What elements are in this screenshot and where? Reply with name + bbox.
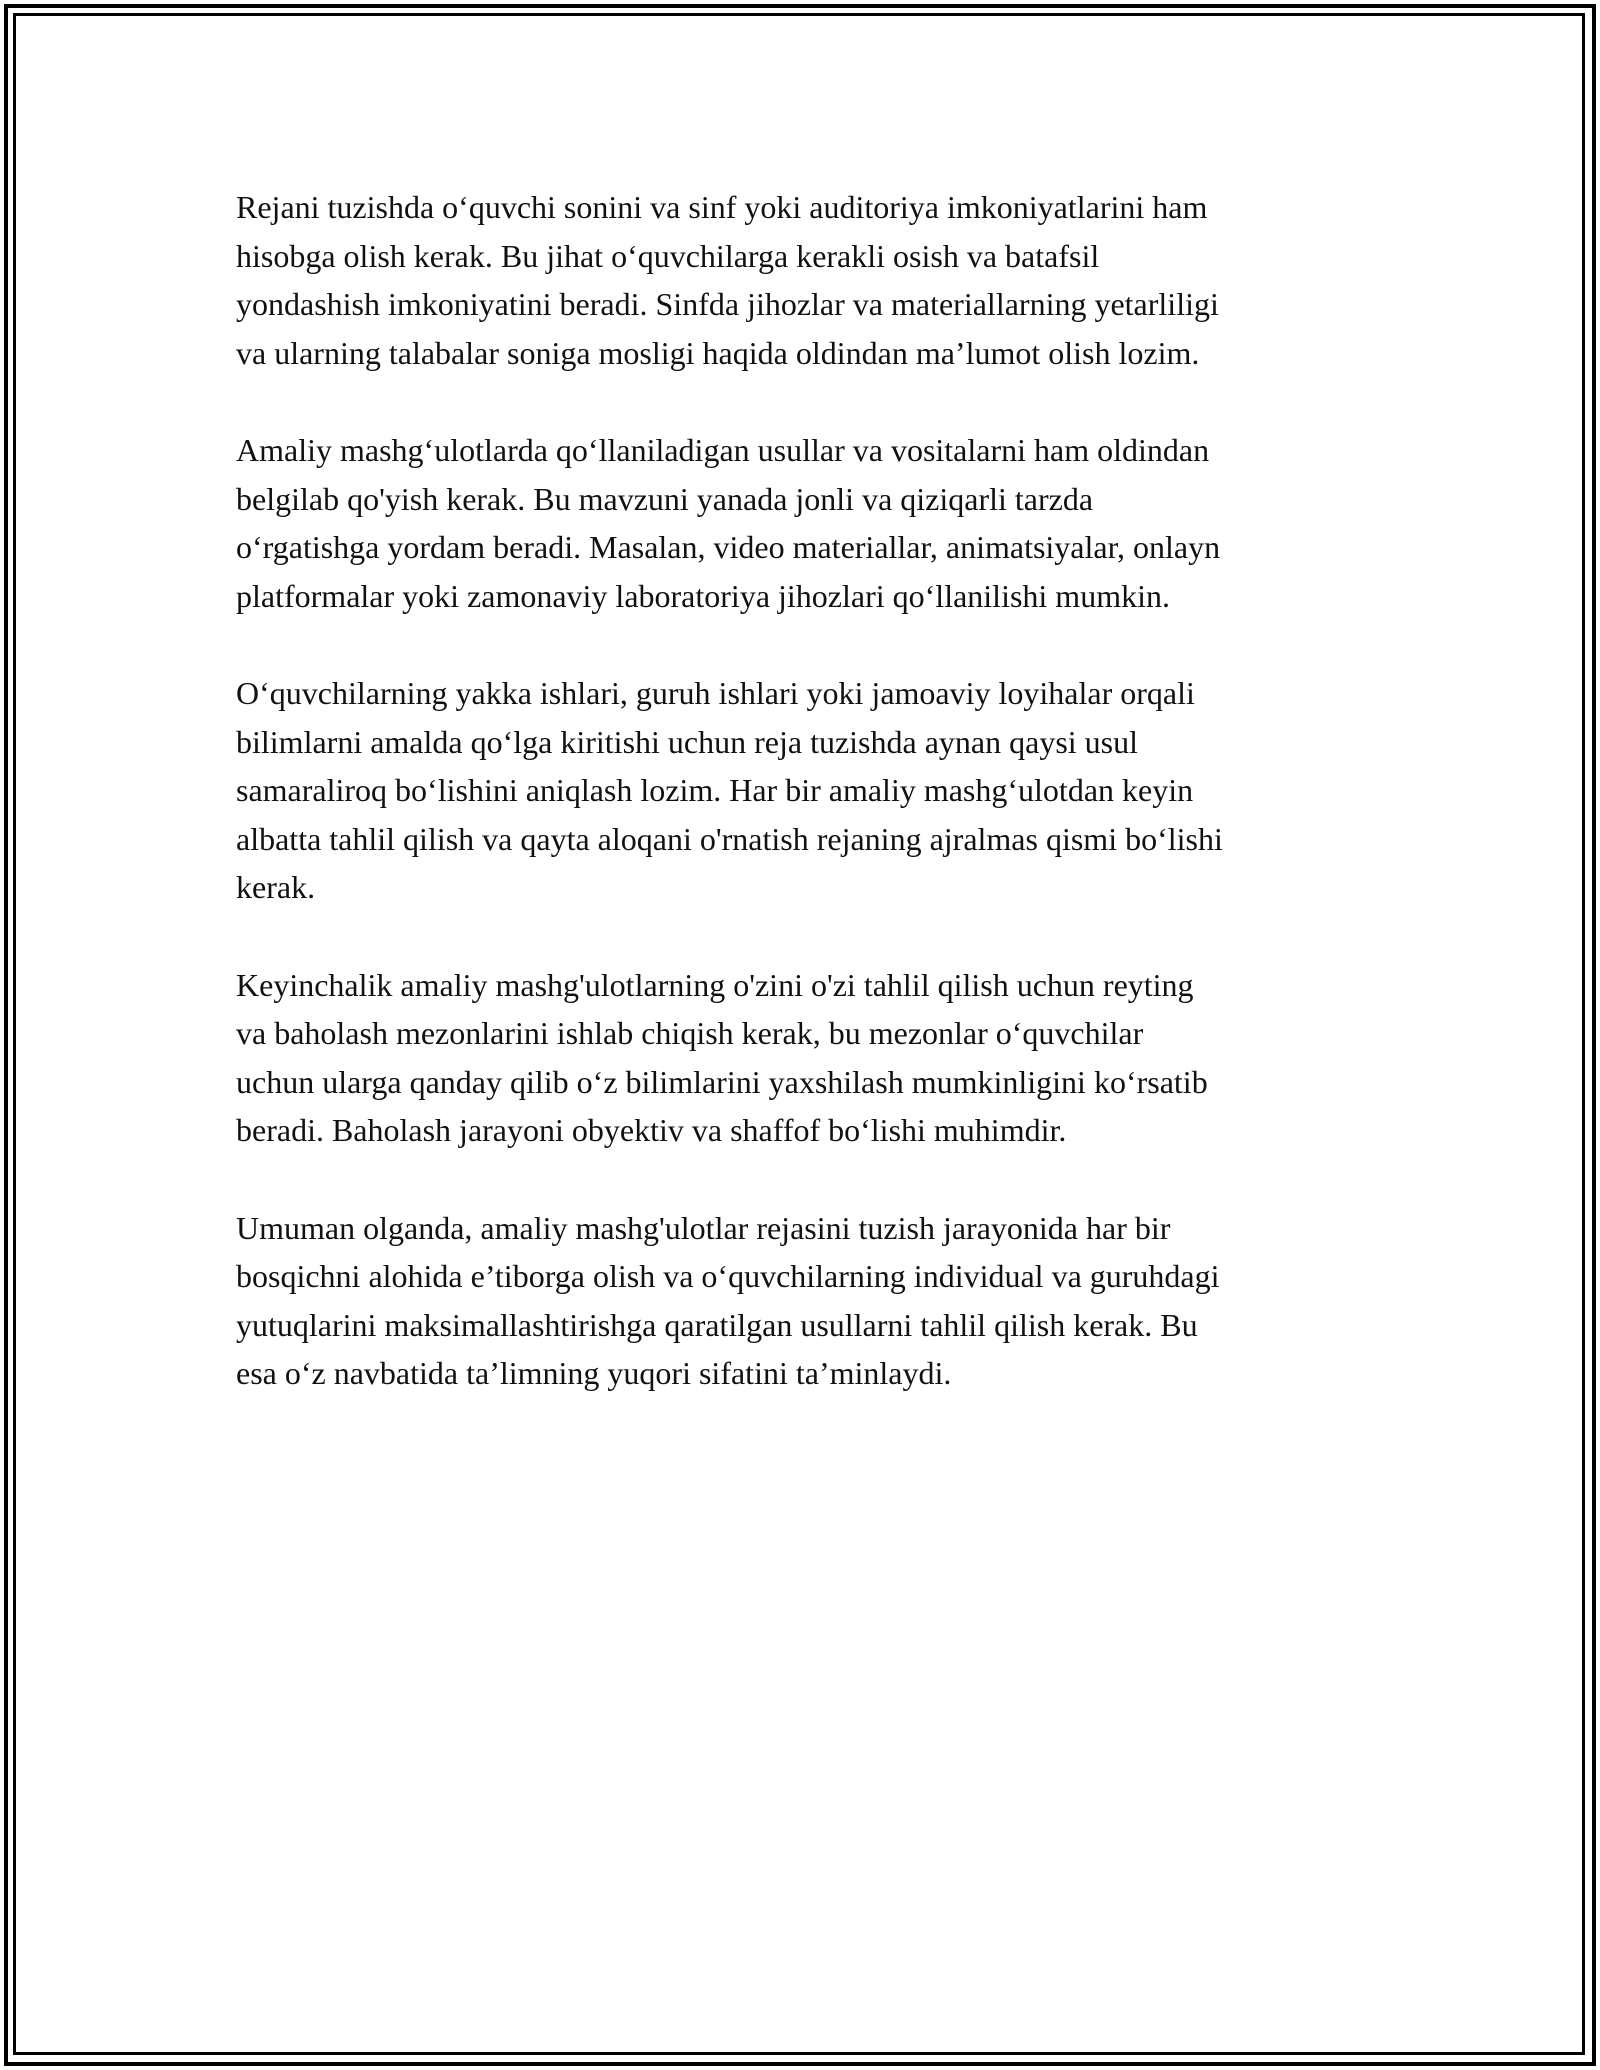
paragraph-5: Umuman olganda, amaliy mashg'ulotlar rejasini tuzish jarayonida har bir bosqichni alohida e’tiborga olish va o‘quvchilarning individual va guruhdagi yutuqlarini maksimallashtirishga qaratilgan usullarni tahlil qilish kerak. Bu esa o‘z navbatida ta’limning yuqori sifatini ta’minlaydi. <box>236 1209 1220 1391</box>
document-body <box>236 183 1371 1447</box>
paragraph-4: Keyinchalik amaliy mashg'ulotlarning o'zini o'zi tahlil qilish uchun reyting va baholash mezonlarini ishlab chiqish kerak, bu mezonlar o‘quvchilar uchun ularga qanday qilib o‘z bilimlarini yaxshilash mumkinligini ko‘rsatib beradi. Baholash jarayoni obyektiv va shaffof bo‘lishi muhimdir. <box>236 966 1208 1148</box>
paragraph-1: Rejani tuzishda o‘quvchi sonini va sinf yoki auditoriya imkoniyatlarini ham hisobga olish kerak. Bu jihat o‘quvchilarga kerakli osish va batafsil yondashish imkoniyatini beradi. Sinfda jihozlar va materiallarning yetarliligi va ularning talabalar soniga mosligi haqida oldindan ma’lumot olish lozim. <box>236 189 1219 371</box>
paragraph-2: Amaliy mashg‘ulotlarda qo‘llaniladigan usullar va vositalarni ham oldindan belgilab qo'yish kerak. Bu mavzuni yanada jonli va qiziqarli tarzda o‘rgatishga yordam beradi. Masalan, video materiallar, animatsiyalar, onlayn platformalar yoki zamonaviy laboratoriya jihozlari qo‘llanilishi mumkin. <box>236 432 1221 614</box>
paragraph-3: O‘quvchilarning yakka ishlari, guruh ishlari yoki jamoaviy loyihalar orqali bilimlarni amalda qo‘lga kiritishi uchun reja tuzishda aynan qaysi usul samaraliroq bo‘lishini aniqlash lozim. Har bir amaliy mashg‘ulotdan keyin albatta tahlil qilish va qayta aloqani o'rnatish rejaning ajralmas qismi bo‘lishi kerak. <box>236 675 1223 905</box>
